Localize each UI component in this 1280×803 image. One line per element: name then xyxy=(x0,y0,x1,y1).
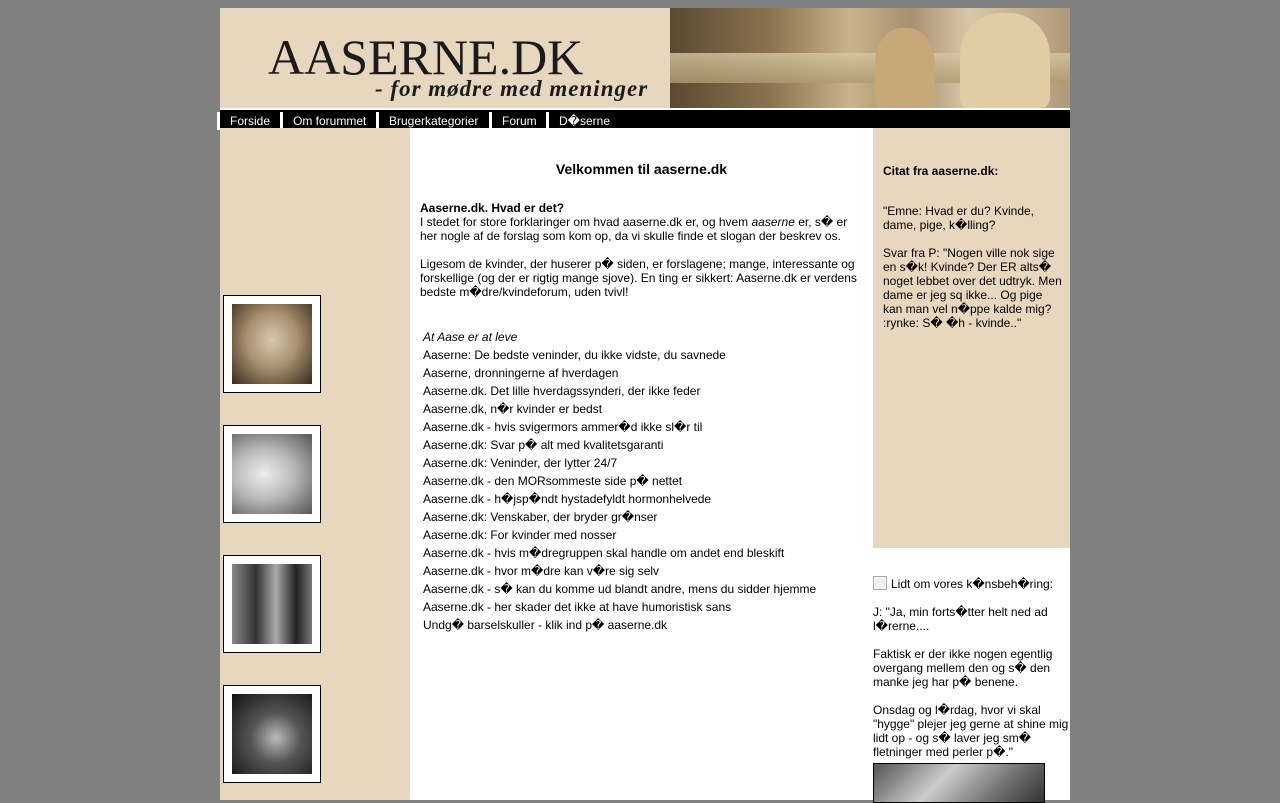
photo-mother xyxy=(960,13,1050,108)
slogan-first-text: At Aase er at leve xyxy=(423,330,518,344)
slogan-item: Aaserne.dk - s� kan du komme ud blandt andre, mens du sidder hjemme xyxy=(423,582,817,596)
main-nav xyxy=(220,108,1070,128)
slogan-item: Aaserne.dk - hvis svigermors ammer�d ikke sl�r til xyxy=(423,420,703,434)
slogan-item: Aaserne.dk - hvor m�dre kan v�re sig selv xyxy=(423,564,660,578)
slogan-first xyxy=(423,330,868,348)
site-logo[interactable] xyxy=(220,8,670,108)
slogan-item: Aaserne.dk: Venskaber, der bryder gr�nser xyxy=(423,510,658,524)
thumb-woman-photo[interactable] xyxy=(223,425,321,523)
header-photo xyxy=(670,8,1070,108)
nav-item-doserne[interactable]: D�serne xyxy=(546,112,620,130)
thumb-kids-photo[interactable] xyxy=(223,555,321,653)
right-sidebar xyxy=(873,128,1070,800)
slogan-item: Aaserne.dk, n�r kvinder er bedst xyxy=(423,402,603,416)
slogan-item: Aaserne.dk - hvis m�dregruppen skal handle om andet end bleskift xyxy=(423,546,785,560)
intro-text-b: er, s� er her nogle af de forslag som kom op, da vi skulle finde et slogan der beskrev os. xyxy=(420,215,848,243)
bottom-photo xyxy=(873,763,1045,803)
intro-heading: Aaserne.dk. Hvad er det? xyxy=(420,201,565,215)
slogan-item: Aaserne, dronningerne af hverdagen xyxy=(423,366,619,380)
intro-text-a: I stedet for store forklaringer om hvad aaserne.dk er, og hvem xyxy=(420,215,752,229)
woman-smiling-photo xyxy=(232,434,312,514)
left-sidebar xyxy=(220,128,410,800)
nav-item-forum[interactable]: Forum xyxy=(489,112,547,130)
thumb-child-photo[interactable] xyxy=(223,295,321,393)
fun-fact-paragraph-2: Faktisk er der ikke nogen egentlig overgang mellem den og s� den manke jeg har p� benene. xyxy=(873,647,1053,689)
slogan-list xyxy=(423,330,868,636)
slogan-item: Aaserne.dk. Det lille hverdagssynderi, der ikke feder xyxy=(423,384,701,398)
fun-fact-paragraph-3: Onsdag og l�rdag, hvor vi skal "hygge" plejer jeg gerne at shine mig lidt op - og s� laver jeg sm� fletninger med perler p�." xyxy=(873,703,1069,759)
intro-section xyxy=(420,201,865,243)
kids-photo xyxy=(232,564,312,644)
slogan-item: Aaserne.dk - den MORsommeste side p� nettet xyxy=(423,474,683,488)
page-wrapper xyxy=(220,8,1070,800)
quote-paragraph-1: "Emne: Hvad er du? Kvinde, dame, pige, k�lling? xyxy=(883,204,1035,232)
intro-text-em: aaserne xyxy=(751,215,795,229)
header xyxy=(220,8,1070,108)
photo-child xyxy=(875,28,935,108)
fun-fact-block xyxy=(873,576,1070,759)
nav-item-forside[interactable]: Forside xyxy=(217,112,280,130)
slogan-item: Aaserne.dk - h�jsp�ndt hystadefyldt hormonhelvede xyxy=(423,492,712,506)
logo-subtitle: - for mødre med meninger xyxy=(375,76,649,101)
fun-fact-paragraph-1: J: "Ja, min forts�tter helt ned ad l�rerne.... xyxy=(873,605,1048,633)
slogan-item: Aaserne.dk: For kvinder med nosser xyxy=(423,528,617,542)
nav-item-brugerkategorier[interactable]: Brugerkategorier xyxy=(376,112,488,130)
quote-paragraph-2: Svar fra P: "Nogen ville nok sige en s�k! Kvinde? Der ER alts� noget lebbet over det udtryk. Men dame er jeg sq ikke... Og pige kan man vel n�ppe kalde mig? :rynke: S� �h - kvinde.." xyxy=(883,246,1062,330)
main-content xyxy=(410,128,873,800)
thumb-portrait-photo[interactable] xyxy=(223,685,321,783)
quote-text xyxy=(883,204,1063,330)
logo-title: AASERNE.DK xyxy=(268,29,584,85)
portrait-photo xyxy=(232,694,312,774)
slogan-item: Aaserne.dk: Veninder, der lytter 24/7 xyxy=(423,456,618,470)
page-title: Velkommen til aaserne.dk xyxy=(555,161,728,177)
fun-fact-heading: Lidt om vores k�nsbeh�ring: xyxy=(891,577,1054,591)
quote-title: Citat fra aaserne.dk: xyxy=(883,164,999,178)
slogan-item: Undg� barselskuller - klik ind p� aaserne.dk xyxy=(423,618,668,632)
slogan-item: Aaserne.dk - her skader det ikke at have humoristisk sans xyxy=(423,600,732,614)
nav-item-om-forummet[interactable]: Om forummet xyxy=(280,112,376,130)
child-photo xyxy=(232,304,312,384)
slogan-item: Aaserne: De bedste veninder, du ikke vidste, du savnede xyxy=(423,348,726,362)
broken-image-icon xyxy=(873,576,887,590)
quote-box xyxy=(873,128,1070,548)
slogan-item: Aaserne.dk: Svar p� alt med kvalitetsgaranti xyxy=(423,438,664,452)
intro-paragraph-2: Ligesom de kvinder, der huserer p� siden, er forslagene; mange, interessante og forskellige (og der er rigtig mange sjove). En ting er sikkert: Aaserne.dk er verdens bedste m�dre/kvindeforum, uden tvivl! xyxy=(420,257,857,299)
